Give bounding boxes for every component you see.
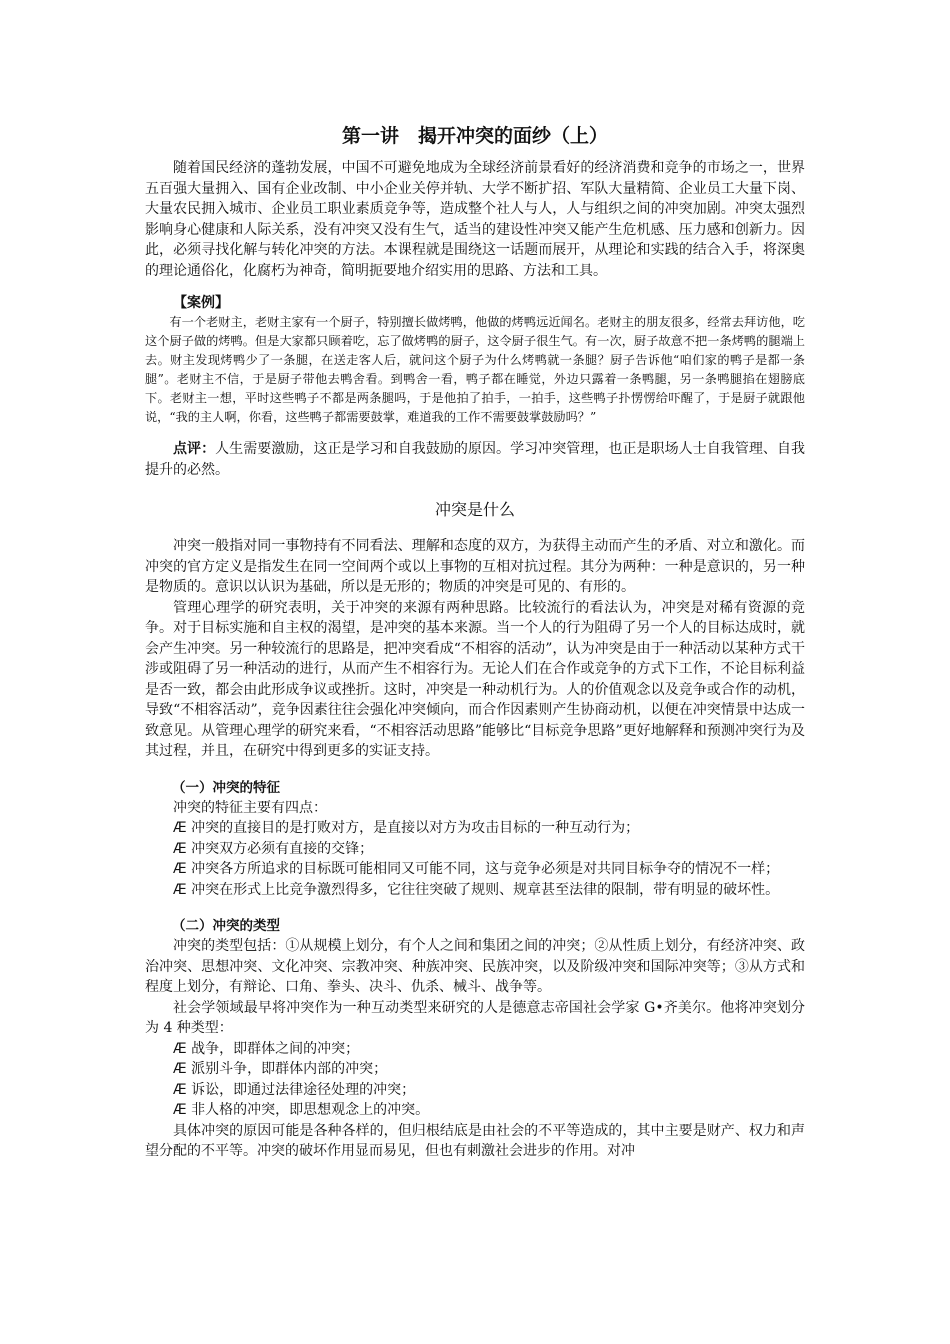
features-lead: 冲突的特征主要有四点： (173, 799, 327, 816)
list-item: Æ 战争，即群体之间的冲突； (173, 1040, 360, 1057)
intro-paragraph: 随着国民经济的蓬勃发展，中国不可避免地成为全球经济前景看好的经济消费和竞争的市场之一，世界五百强大量拥入、国有企业改制、中小企业关停并轨、大学不断扩招、军队大量精简、企业员工大量下岗、大量农民拥入城市、企业员工职业素质竞争等，造成整个社人与人，人与组织之间的冲突加剧。冲突太强烈影响身心健康和人际关系，没有冲突又没有生气，适当的建设性冲突又能产生危机感、压力感和创新力。因此，必须寻找化解与转化冲突的方法。本课程就是围绕这一话题而展开，从理论和实践的结合入手，将深奥的理论通俗化，化腐朽为神奇，简明扼要地介绍实用的思路、方法和工具。 (145, 160, 805, 279)
list-item: Æ 冲突各方所追求的目标既可能相同又可能不同，这与竞争必须是对共同目标争夺的情况不一样； (173, 861, 780, 877)
source-paragraph: 管理心理学的研究表明，关于冲突的来源有两种思路。比较流行的看法认为，冲突是对稀有资源的竞争。对于目标实施和自主权的渴望，是冲突的基本来源。当一个人的行为阻碍了另一个人的目标达成时，就会产生冲突。另一种较流行的思路是，把冲突看成“不相容的活动”，认为冲突是由于一种活动以某种方式干涉或阻碍了另一种活动的进行，从而产生不相容行为。无论人们在合作或竞争的方式下工作，不论目标利益是否一致，都会由此形成争议或挫折。这时，冲突是一种动机行为。人的价值观念以及竞争或合作的动机，导致“不相容活动”，竞争因素往往会强化冲突倾向，而合作因素则产生协商动机，以便在冲突情景中达成一致意见。从管理心理学的研究来看，“不相容活动思路”能够比“目标竞争思路”更好地解释和预测冲突行为及其过程，并且，在研究中得到更多的实证支持。 (145, 599, 805, 759)
case-story: 有一个老财主，老财主家有一个厨子，特别擅长做烤鸭，他做的烤鸭远近闻名。老财主的朋友很多，经常去拜访他，吃这个厨子做的烤鸭。但是大家都只顾着吃，忘了做烤鸭的厨子，这令厨子很生气。有一次，厨子故意不把一条烤鸭的腿端上去。财主发现烤鸭少了一条腿，在送走客人后，就问这个厨子为什么烤鸭就一条腿？厨子告诉他“咱们家的鸭子是都一条腿”。老财主不信，于是厨子带他去鸭舍看。到鸭舍一看，鸭子都在睡觉，外边只露着一条鸭腿，另一条鸭腿掐在翅膀底下。老财主一想，平时这些鸭子不都是两条腿吗，于是他拍了拍手，一拍手，这些鸭子扑愣愣给吓醒了，于是厨子就跟他说，“我的主人啊，你看，这些鸭子都需要鼓掌，难道我的工作不需要鼓掌鼓励吗？” (145, 315, 805, 424)
comment-text: 人生需要激励，这正是学习和自我鼓励的原因。学习冲突管理，也正是职场人士自我管理、自我提升的必然。 (145, 441, 806, 478)
subheading-types: （二）冲突的类型 (172, 918, 280, 934)
comment-label: 点评： (173, 441, 216, 457)
bullet-icon: Æ (173, 1040, 187, 1057)
definition-paragraph: 冲突一般指对同一事物持有不同看法、理解和态度的双方，为获得主动而产生的矛盾、对立和激化。而冲突的官方定义是指发生在同一空间两个或以上事物的互相对抗过程。其分为两种：一种是意识的，另一种是物质的。意识以认识为基础，所以是无形的；物质的冲突是可见的、有形的。 (145, 538, 805, 595)
list-item: Æ 冲突双方必须有直接的交锋； (173, 840, 374, 857)
list-item: Æ 冲突的直接目的是打败对方，是直接以对方为攻击目标的一种互动行为； (173, 820, 640, 836)
comment-paragraph (145, 439, 805, 480)
case-heading: 【案例】 (173, 295, 229, 311)
bullet-icon: Æ (173, 820, 187, 836)
types-paragraph: 冲突的类型包括：①从规模上划分，有个人之间和集团之间的冲突；②从性质上划分，有经济冲突、政治冲突、思想冲突、文化冲突、宗教冲突、种族冲突、民族冲突，以及阶级冲突和国际冲突等；③从方式和程度上划分，有辩论、口角、拳头、决斗、仇杀、械斗、战争等。 (145, 938, 805, 995)
bullet-icon: Æ (173, 1102, 187, 1118)
section-title: 冲突是什么 (434, 500, 515, 519)
list-item: Æ 非人格的冲突，即思想观念上的冲突。 (173, 1102, 430, 1118)
bullet-icon: Æ (173, 1081, 187, 1098)
bullet-icon: Æ (173, 861, 187, 877)
simmel-paragraph: 社会学领域最早将冲突作为一种互动类型来研究的人是德意志帝国社会学家 G•齐美尔。他将冲突划分为 4 种类型： (145, 999, 805, 1036)
page-title: 第一讲 揭开冲突的面纱（上） (341, 125, 608, 147)
bullet-icon: Æ (173, 840, 187, 857)
document-body (145, 122, 805, 1162)
list-item: Æ 冲突在形式上比竞争激烈得多，它往往突破了规则、规章甚至法律的限制，带有明显的破坏性。 (173, 881, 780, 898)
bullet-icon: Æ (173, 1061, 187, 1077)
list-item: Æ 诉讼，即通过法律途径处理的冲突； (173, 1081, 416, 1098)
subheading-features: （一）冲突的特征 (172, 779, 280, 796)
list-item: Æ 派别斗争，即群体内部的冲突； (173, 1061, 388, 1077)
closing-paragraph: 具体冲突的原因可能是各种各样的，但归根结底是由社会的不平等造成的，其中主要是财产、权力和声望分配的不平等。冲突的破坏作用显而易见，但也有刺激社会进步的作用。对冲 (145, 1122, 805, 1159)
bullet-icon: Æ (173, 881, 187, 898)
